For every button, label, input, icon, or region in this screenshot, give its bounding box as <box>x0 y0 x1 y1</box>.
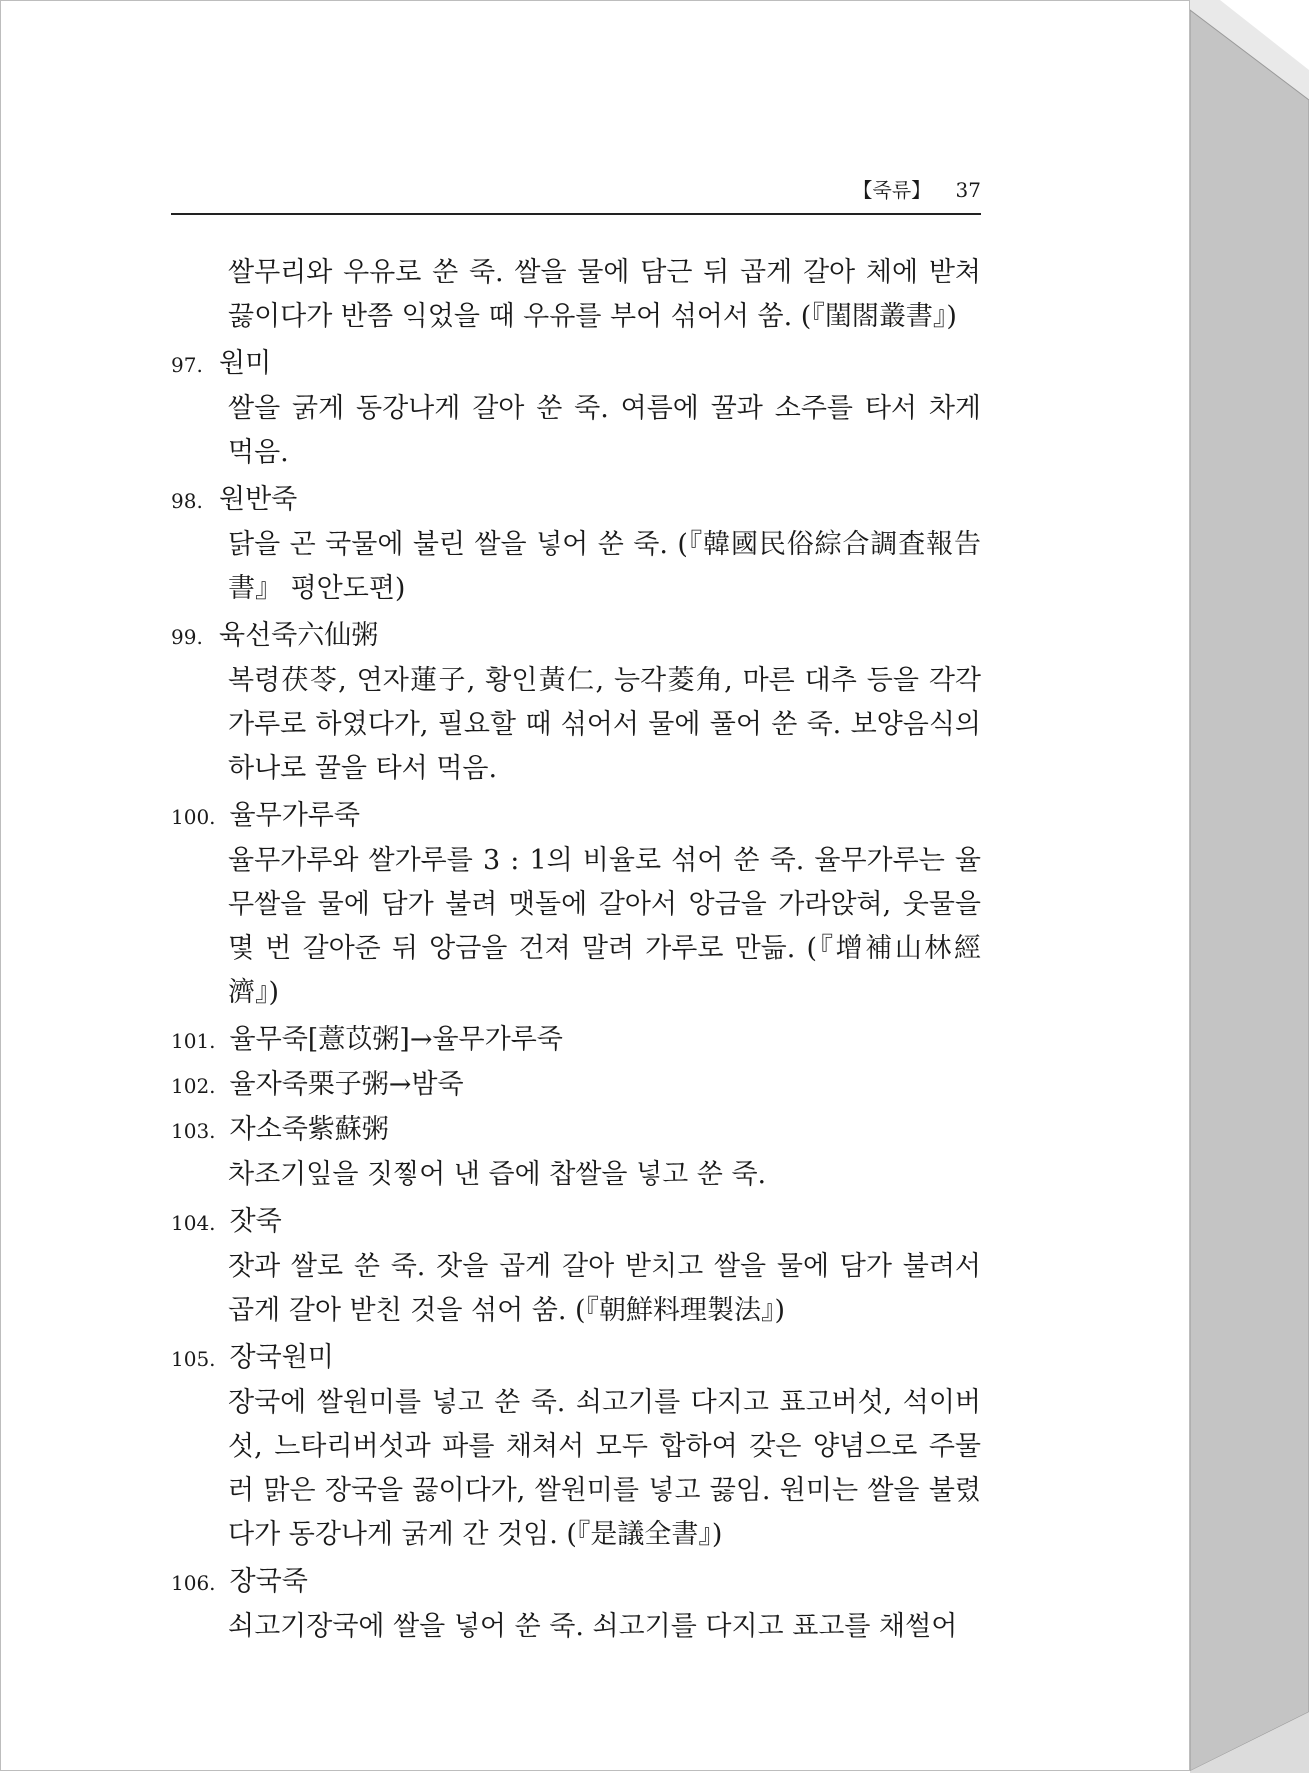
entry-number: 105. <box>171 1347 216 1371</box>
entry <box>171 1108 981 1197</box>
entry <box>171 342 981 475</box>
entry-title: 장국죽 <box>229 1566 308 1597</box>
entry-heading <box>171 478 981 523</box>
entry-heading <box>171 1560 981 1605</box>
entry <box>171 794 981 1015</box>
entry-heading <box>171 1200 981 1245</box>
entry-title: 자소죽紫蘇粥 <box>229 1114 389 1145</box>
entry-heading <box>171 614 981 659</box>
entry <box>171 1336 981 1557</box>
entry-heading <box>171 794 981 839</box>
entry-title: 원미 <box>219 348 272 379</box>
book-edge-side <box>1190 10 1309 1771</box>
entry-number: 99. <box>171 625 203 649</box>
page-number: 37 <box>955 178 981 202</box>
entry-heading <box>171 342 981 387</box>
entry <box>171 1560 981 1649</box>
running-header <box>171 173 981 215</box>
entry-title: 율무가루죽 <box>229 800 360 831</box>
entry-heading <box>171 1018 981 1063</box>
entry <box>171 1018 981 1063</box>
entry-title: 장국원미 <box>229 1342 334 1373</box>
entry-title: 잣죽 <box>229 1206 282 1237</box>
entry-number: 100. <box>171 805 216 829</box>
entry-heading <box>171 1108 981 1153</box>
entry <box>171 1200 981 1333</box>
entry-body: 닭을 곤 국물에 불린 쌀을 넣어 쑨 죽. (『韓國民俗綜合調査報告書』 평안도편) <box>228 529 981 604</box>
entry-title: 육선죽六仙粥 <box>219 620 379 651</box>
entry-number: 97. <box>171 353 203 377</box>
entry-title: 원반죽 <box>219 484 298 515</box>
entry-title: 율자죽栗子粥→밤죽 <box>229 1069 464 1100</box>
entry-number: 103. <box>171 1119 216 1143</box>
book-edge-shading <box>1190 0 1309 1773</box>
entry-heading <box>171 1063 981 1108</box>
entry-body: 잣과 쌀로 쑨 죽. 잣을 곱게 갈아 받치고 쌀을 물에 담가 불려서 곱게 갈아 받친 것을 섞어 쑴. (『朝鮮料理製法』) <box>228 1251 981 1326</box>
entry <box>171 614 981 791</box>
entry-number: 98. <box>171 489 203 513</box>
continued-paragraph: 쌀무리와 우유로 쑨 죽. 쌀을 물에 담근 뒤 곱게 갈아 체에 받쳐 끓이다가 반쯤 익었을 때 우유를 부어 섞어서 쑴. (『閨閤叢書』) <box>228 257 981 332</box>
entry-number: 101. <box>171 1029 216 1053</box>
entry-body: 차조기잎을 짓찧어 낸 즙에 찹쌀을 넣고 쑨 죽. <box>228 1159 767 1190</box>
entry-body: 복령茯苓, 연자蓮子, 황인黃仁, 능각菱角, 마른 대추 등을 각각 가루로 하였다가, 필요할 때 섞어서 물에 풀어 쑨 죽. 보양음식의 하나로 꿀을 타서 먹음. <box>228 665 981 784</box>
entry-number: 102. <box>171 1074 216 1098</box>
entry-body: 장국에 쌀원미를 넣고 쑨 죽. 쇠고기를 다지고 표고버섯, 석이버섯, 느타리버섯과 파를 채쳐서 모두 합하여 갖은 양념으로 주물러 맑은 장국을 끓이다가, 쌀원미를 넣고 끓임. 원미는 쌀을 불렸다가 동강나게 굵게 간 것임. (『是議全書』) <box>228 1387 981 1550</box>
entry-body: 쌀을 굵게 동강나게 갈아 쑨 죽. 여름에 꿀과 소주를 타서 차게 먹음. <box>228 393 981 468</box>
entry-number: 106. <box>171 1571 216 1595</box>
entry-number: 104. <box>171 1211 216 1235</box>
entry-body: 율무가루와 쌀가루를 3 : 1의 비율로 섞어 쑨 죽. 율무가루는 율무쌀을 물에 담가 불려 맷돌에 갈아서 앙금을 가라앉혀, 웃물을 몇 번 갈아준 뒤 앙금을 건져 말려 가루로 만듦. (『增補山林經濟』) <box>228 845 981 1008</box>
entry-heading <box>171 1336 981 1381</box>
section-title: 【죽류】 <box>852 178 932 202</box>
entry <box>171 1063 981 1108</box>
page-body <box>171 251 981 1652</box>
entry <box>171 478 981 611</box>
entry-title: 율무죽[薏苡粥]→율무가루죽 <box>229 1024 563 1055</box>
entry-body: 쇠고기장국에 쌀을 넣어 쑨 죽. 쇠고기를 다지고 표고를 채썰어 <box>228 1611 958 1642</box>
